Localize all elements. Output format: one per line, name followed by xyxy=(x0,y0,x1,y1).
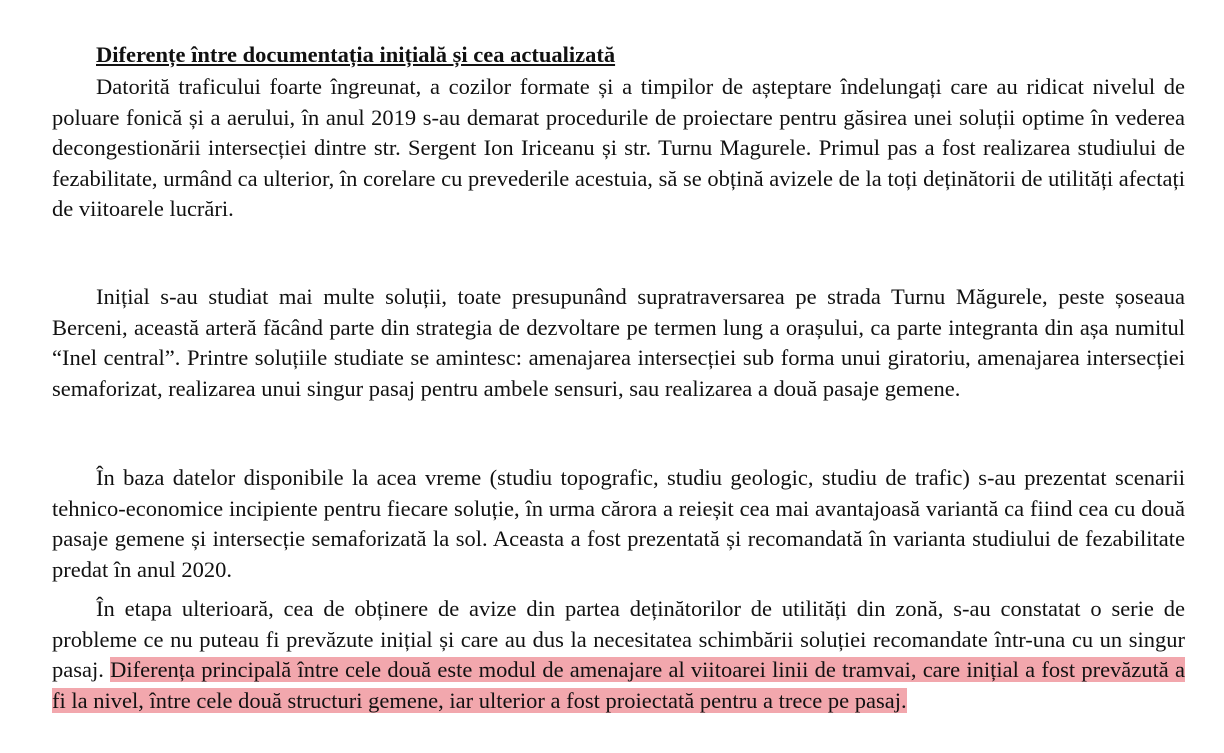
paragraph-4 xyxy=(52,594,1185,716)
section-title: Diferențe între documentația inițială și cea actualizată xyxy=(96,42,616,67)
paragraph-2: Inițial s-au studiat mai multe soluții, toate presupunând supratraversarea pe strada Turnu Măgurele, peste șoseaua Berceni, această arteră făcând parte din strategia de dezvoltare pe termen lung a orașului, ca parte integranta din așa numitul “Inel central”. Printre soluțiile studiate se amintesc: amenajarea intersecției sub forma unui giratoriu, amenajarea intersecției semaforizat, realizarea unui singur pasaj pentru ambele sensuri, sau realizarea a două pasaje gemene. xyxy=(52,284,1185,401)
paragraph-4-text: În etapa ulterioară, cea de obținere de avize din partea deținătorilor de utilități din zonă, s-au constatat o serie de probleme ce nu puteau fi prevăzute inițial și care au dus la necesitatea schimbării soluției recomandate într-una cu un singur pasaj. xyxy=(52,596,1185,682)
highlighted-text: Diferența principală între cele două este modul de amenajare al viitoarei linii de tramvai, care inițial a fost prevăzută a fi la nivel, între cele două structuri gemene, iar ulterior a fost proiectată pentru a trece pe pasaj. xyxy=(52,657,1185,713)
paragraph-1: Datorită traficului foarte îngreunat, a cozilor formate și a timpilor de așteptare îndelungați care au ridicat nivelul de poluare fonică și a aerului, în anul 2019 s-au demarat procedurile de proiectare pentru găsirea unei soluții optime în vederea decongestionării intersecției dintre str. Sergent Ion Iriceanu și str. Turnu Magurele. Primul pas a fost realizarea studiului de fezabilitate, urmând ca ulterior, în corelare cu prevederile acestuia, să se obțină avizele de la toți deținătorii de utilități afectați de viitoarele lucrări. xyxy=(52,74,1185,221)
paragraph-3: În baza datelor disponibile la acea vreme (studiu topografic, studiu geologic, studiu de trafic) s-au prezentat scenarii tehnico-economice incipiente pentru fiecare soluție, în urma cărora a reieșit cea mai avantajoasă variantă ca fiind cea cu două pasaje gemene și intersecție semaforizată la sol. Aceasta a fost prezentată și recomandată în varianta studiului de fezabilitate predat în anul 2020. xyxy=(52,465,1185,582)
